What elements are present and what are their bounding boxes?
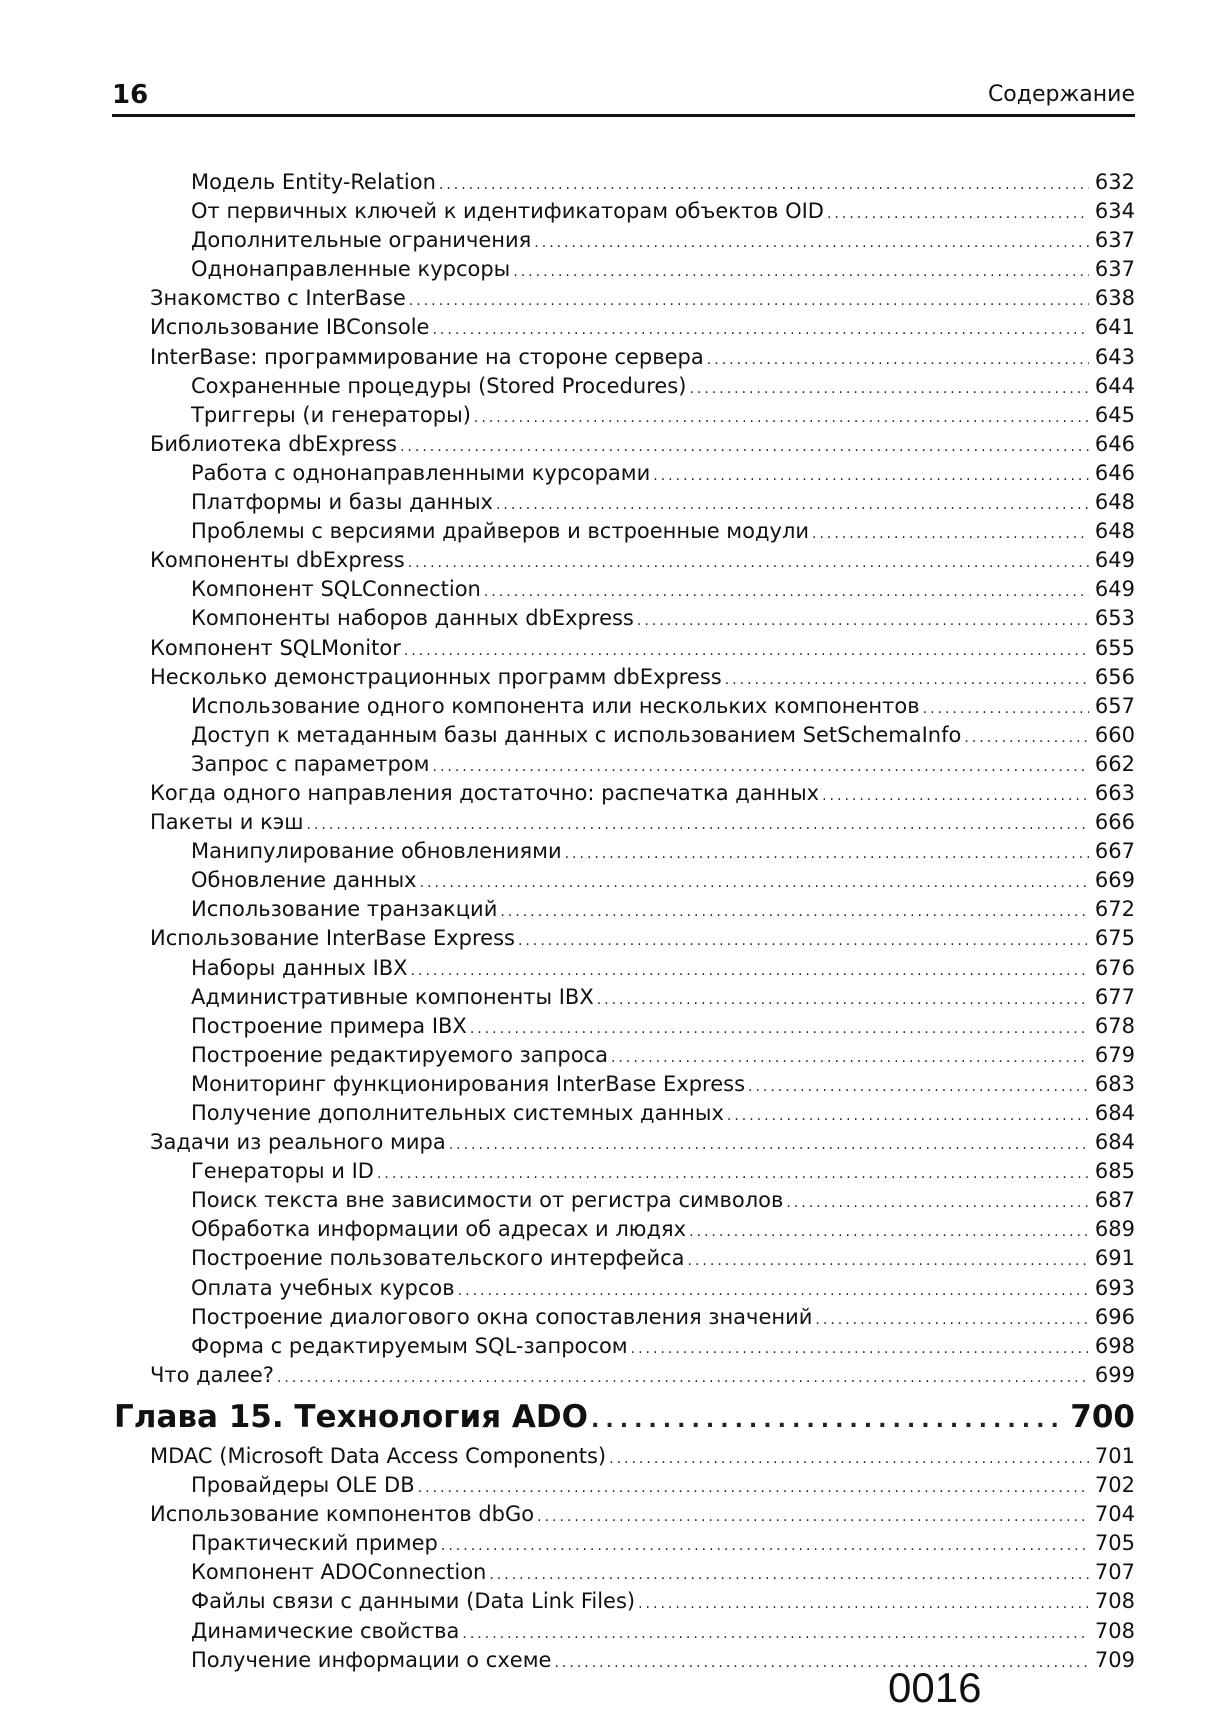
dot-leader — [408, 549, 1089, 578]
dot-leader — [964, 724, 1089, 753]
toc-entry — [150, 866, 1135, 895]
dot-leader — [638, 1590, 1089, 1619]
page-header — [112, 76, 1135, 117]
dot-leader — [441, 1532, 1089, 1561]
dot-leader — [432, 316, 1088, 345]
toc-entry-page: 666 — [1094, 810, 1135, 835]
dot-leader — [786, 1189, 1089, 1218]
toc-entry-title: Проблемы с версиями драйверов и встроенные модули — [191, 519, 810, 544]
toc-entry — [150, 1070, 1135, 1099]
toc-entry-title: Оплата учебных курсов — [191, 1275, 455, 1300]
toc-entry-page: 698 — [1094, 1333, 1135, 1358]
toc-entry-title: Построение пользовательского интерфейса — [191, 1246, 685, 1271]
dot-leader — [458, 1277, 1089, 1306]
dot-leader — [418, 1474, 1089, 1503]
dot-leader — [815, 1306, 1088, 1335]
toc-entry-page: 687 — [1094, 1188, 1135, 1213]
toc-entry-title: Получение дополнительных системных данных — [191, 1101, 724, 1125]
toc-entry — [150, 1128, 1135, 1157]
toc-entry — [150, 284, 1135, 313]
dot-leader — [474, 404, 1089, 433]
toc-entry — [150, 430, 1135, 459]
toc-entry-title: Компоненты наборов данных dbExpress — [191, 606, 634, 631]
toc-entry-title: Пакеты и кэш — [150, 810, 304, 835]
toc-entry-page: 632 — [1094, 170, 1135, 194]
dot-leader — [689, 375, 1088, 404]
toc-entry — [150, 401, 1135, 430]
toc-entry-page: 663 — [1094, 780, 1135, 805]
toc-entry — [150, 721, 1135, 750]
toc-entry — [150, 895, 1135, 924]
toc-entry-title: Задачи из реального мира — [150, 1130, 446, 1155]
toc-entry-page: 708 — [1094, 1618, 1135, 1643]
toc-entry-page: 704 — [1094, 1502, 1135, 1527]
dot-leader — [277, 1364, 1089, 1393]
dot-leader — [513, 258, 1089, 287]
dot-leader — [812, 520, 1089, 549]
toc-entry-page: 641 — [1094, 315, 1135, 340]
toc-entry-page: 676 — [1094, 955, 1135, 980]
toc-entry-title: Провайдеры OLE DB — [191, 1473, 415, 1498]
toc-entry-page: 660 — [1094, 722, 1135, 747]
scan-stamp: 0016 — [888, 1664, 982, 1711]
toc-entry-page: 678 — [1094, 1013, 1135, 1038]
toc-entry-page: 667 — [1094, 839, 1135, 864]
toc-entry-page: 662 — [1094, 751, 1135, 776]
toc-entry — [150, 488, 1135, 517]
toc-entry-title: Использование InterBase Express — [150, 926, 515, 951]
toc-entry-page: 683 — [1094, 1071, 1135, 1096]
toc-entry — [150, 1012, 1135, 1041]
toc-entry — [150, 1215, 1135, 1244]
toc-entry-title: Компонент SQLMonitor — [150, 635, 401, 660]
dot-leader — [470, 1015, 1089, 1044]
toc-entry — [150, 197, 1135, 226]
dot-leader — [433, 753, 1089, 782]
toc-entry-title: Несколько демонстрационных программ dbExpress — [150, 664, 722, 689]
toc-entry — [150, 546, 1135, 575]
toc-entry-title: Административные компоненты IBX — [191, 984, 594, 1009]
toc-entry-page: 672 — [1094, 897, 1135, 922]
dot-leader — [725, 666, 1089, 695]
toc-entry-title: Построение диалогового окна сопоставления значений — [191, 1304, 813, 1329]
toc-entry-page: 699 — [1094, 1362, 1135, 1387]
dot-leader — [554, 1649, 1088, 1678]
toc-entry-page: 648 — [1094, 490, 1135, 515]
toc-entry-page: 708 — [1094, 1589, 1135, 1614]
running-title: Содержание — [987, 82, 1135, 107]
dot-leader — [611, 1044, 1089, 1073]
toc-entry — [150, 1157, 1135, 1186]
toc-entry — [150, 837, 1135, 866]
toc-entry-page: 649 — [1094, 548, 1135, 573]
dot-leader — [822, 782, 1089, 811]
toc-entry-title: Когда одного направления достаточно: распечатка данных — [150, 780, 820, 805]
toc-entry — [150, 168, 1135, 197]
toc-entry-title: Триггеры (и генераторы) — [191, 402, 471, 427]
toc-entry-page: 637 — [1094, 257, 1135, 282]
toc-entry-page: 653 — [1094, 606, 1135, 631]
toc-entry-page: 679 — [1094, 1042, 1135, 1067]
dot-leader — [609, 1445, 1089, 1474]
toc-entry — [150, 226, 1135, 255]
toc-entry — [150, 517, 1135, 546]
toc-entry — [150, 983, 1135, 1012]
toc-entry-title: Наборы данных IBX — [191, 955, 408, 980]
table-of-contents — [114, 168, 1135, 1675]
toc-entry-page: 691 — [1094, 1246, 1135, 1271]
toc-entry-page: 675 — [1094, 926, 1135, 951]
toc-entry-title: Обработка информации об адресах и людях — [191, 1217, 687, 1242]
dot-leader — [518, 927, 1089, 956]
toc-entry-page: 700 — [1070, 1398, 1135, 1435]
dot-leader — [827, 200, 1089, 229]
toc-entry-page: 705 — [1094, 1531, 1135, 1556]
toc-entry-page: 645 — [1094, 402, 1135, 427]
toc-entry-title: Динамические свойства — [191, 1618, 460, 1643]
dot-leader — [748, 1073, 1089, 1102]
toc-entry-title: Библиотека dbExpress — [150, 431, 397, 456]
toc-entry-title: Манипулирование обновлениями — [191, 839, 562, 864]
toc-entry-page: 648 — [1094, 519, 1135, 544]
dot-leader — [565, 840, 1089, 869]
toc-entry-page: 696 — [1094, 1304, 1135, 1329]
toc-entry — [150, 924, 1135, 953]
toc-entry — [150, 1303, 1135, 1332]
toc-entry-page: 689 — [1094, 1217, 1135, 1242]
toc-entry-page: 649 — [1094, 577, 1135, 602]
toc-entry — [150, 372, 1135, 401]
toc-entry — [150, 1442, 1135, 1471]
toc-entry — [150, 1041, 1135, 1070]
toc-entry-title: Мониторинг функционирования InterBase Express — [191, 1071, 746, 1096]
dot-leader — [500, 898, 1089, 927]
toc-entry-page: 657 — [1094, 693, 1135, 718]
dot-leader — [653, 462, 1089, 491]
toc-entry-page: 669 — [1094, 868, 1135, 893]
toc-entry-page: 644 — [1094, 373, 1135, 398]
dot-leader — [484, 578, 1089, 607]
toc-entry-page: 637 — [1094, 228, 1135, 253]
toc-entry — [150, 459, 1135, 488]
toc-entry — [150, 1617, 1135, 1646]
dot-leader — [537, 1503, 1089, 1532]
toc-entry-page: 685 — [1094, 1159, 1135, 1184]
toc-entry-title: Использование компонентов dbGo — [150, 1502, 535, 1527]
toc-entry-title: Компонент ADOConnection — [191, 1560, 487, 1585]
toc-entry-title: MDAC (Microsoft Data Access Components) — [150, 1443, 607, 1468]
dot-leader — [727, 1102, 1089, 1131]
dot-leader — [707, 346, 1089, 375]
toc-entry-title: Обновление данных — [191, 868, 417, 893]
toc-entry — [150, 663, 1135, 692]
toc-entry — [150, 1500, 1135, 1529]
dot-leader — [411, 957, 1089, 986]
dot-leader — [377, 1160, 1089, 1189]
toc-entry — [150, 1471, 1135, 1500]
toc-entry — [150, 1186, 1135, 1215]
toc-entry-title: Что далее? — [150, 1362, 274, 1387]
toc-entry-title: Использование транзакций — [191, 897, 498, 922]
toc-entry — [150, 1361, 1135, 1390]
dot-leader — [591, 1398, 1064, 1444]
toc-entry — [150, 1332, 1135, 1361]
toc-entry-title: Дополнительные ограничения — [191, 228, 532, 253]
dot-leader — [420, 869, 1089, 898]
toc-entry — [150, 692, 1135, 721]
toc-entry-title: Файлы связи с данными (Data Link Files) — [191, 1589, 636, 1614]
toc-entry — [150, 808, 1135, 837]
dot-leader — [631, 1335, 1089, 1364]
toc-entry-page: 638 — [1094, 286, 1135, 311]
toc-entry-page: 707 — [1094, 1560, 1135, 1585]
toc-entry-title: Генераторы и ID — [191, 1159, 374, 1184]
toc-entry-page: 702 — [1094, 1473, 1135, 1498]
dot-leader — [534, 229, 1089, 258]
toc-entry — [150, 1646, 1135, 1675]
toc-entry-page: 677 — [1094, 984, 1135, 1009]
toc-entry — [150, 1558, 1135, 1587]
dot-leader — [439, 171, 1089, 200]
toc-entry-page: 693 — [1094, 1275, 1135, 1300]
toc-entry-title: Построение редактируемого запроса — [191, 1042, 608, 1067]
dot-leader — [449, 1131, 1089, 1160]
toc-entry-page: 646 — [1094, 431, 1135, 456]
dot-leader — [462, 1620, 1089, 1649]
toc-entry-page: 684 — [1094, 1130, 1135, 1155]
toc-entry-title: Практический пример — [191, 1531, 438, 1556]
toc-entry-title: Запрос с параметром — [191, 751, 430, 776]
toc-entry — [150, 634, 1135, 663]
toc-entry-title: Доступ к метаданным базы данных с использованием SetSchemaInfo — [191, 722, 962, 747]
dot-leader — [496, 491, 1089, 520]
toc-entry-title: Компонент SQLConnection — [191, 577, 481, 602]
toc-entry-title: Платформы и базы данных — [191, 490, 493, 515]
toc-entry-title: Работа с однонаправленными курсорами — [191, 460, 651, 485]
toc-entry — [150, 1099, 1135, 1128]
dot-leader — [404, 637, 1089, 666]
toc-entry — [150, 255, 1135, 284]
toc-entry — [150, 1274, 1135, 1303]
dot-leader — [689, 1218, 1089, 1247]
toc-entry-title: Использование одного компонента или нескольких компонентов — [191, 693, 920, 718]
toc-entry-page: 634 — [1094, 199, 1135, 224]
page-number: 16 — [112, 80, 149, 110]
dot-leader — [597, 986, 1089, 1015]
toc-entry — [150, 1529, 1135, 1558]
toc-entry-title: Форма с редактируемым SQL-запросом — [191, 1333, 628, 1358]
toc-chapter-heading — [114, 1394, 1135, 1440]
toc-entry-page: 684 — [1094, 1101, 1135, 1125]
toc-entry — [150, 343, 1135, 372]
toc-entry-title: Компоненты dbExpress — [150, 548, 405, 573]
toc-entry-page: 656 — [1094, 664, 1135, 689]
dot-leader — [923, 695, 1089, 724]
toc-entry — [150, 604, 1135, 633]
toc-entry — [150, 779, 1135, 808]
toc-entry-page: 643 — [1094, 344, 1135, 369]
toc-entry-title: Глава 15. Технология ADO — [114, 1398, 588, 1435]
toc-entry-title: Однонаправленные курсоры — [191, 257, 511, 282]
dot-leader — [400, 433, 1089, 462]
toc-entry-page: 655 — [1094, 635, 1135, 660]
toc-entry-title: Модель Entity-Relation — [191, 170, 436, 194]
toc-entry-title: Использование IBConsole — [150, 315, 430, 340]
toc-entry — [150, 1244, 1135, 1273]
toc-entry-title: Поиск текста вне зависимости от регистра символов — [191, 1188, 784, 1213]
toc-entry-title: Знакомство с InterBase — [150, 286, 406, 311]
dot-leader — [307, 811, 1089, 840]
toc-entry-title: Построение примера IBX — [191, 1013, 467, 1038]
toc-entry-page: 709 — [1094, 1647, 1135, 1672]
dot-leader — [409, 287, 1089, 316]
toc-entry — [150, 575, 1135, 604]
toc-entry-title: Сохраненные процедуры (Stored Procedures) — [191, 373, 687, 398]
toc-entry-title: Получение информации о схеме — [191, 1647, 552, 1672]
toc-entry — [150, 954, 1135, 983]
toc-entry-page: 646 — [1094, 460, 1135, 485]
dot-leader — [489, 1561, 1089, 1590]
toc-entry-title: InterBase: программирование на стороне сервера — [150, 344, 704, 369]
toc-entry — [150, 750, 1135, 779]
dot-leader — [688, 1247, 1089, 1276]
toc-entry — [150, 313, 1135, 342]
dot-leader — [637, 607, 1089, 636]
toc-entry — [150, 1587, 1135, 1616]
toc-entry-title: От первичных ключей к идентификаторам объектов OID — [191, 199, 824, 224]
toc-entry-page: 701 — [1094, 1443, 1135, 1468]
